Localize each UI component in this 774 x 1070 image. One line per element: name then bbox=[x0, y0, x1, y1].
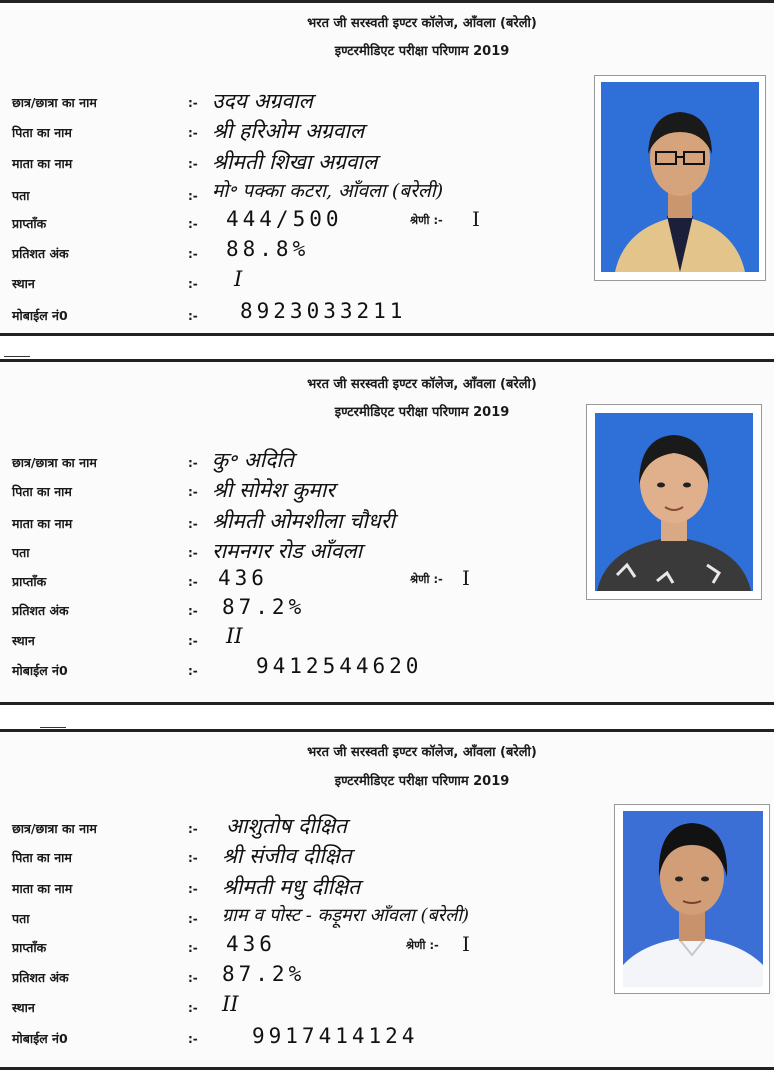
separator: :- bbox=[188, 189, 198, 203]
value-rank: II bbox=[222, 992, 239, 1016]
label-mobile: मोबाईल नं0 bbox=[12, 308, 68, 323]
result-card-2 bbox=[0, 359, 774, 705]
school-name: भरत जी सरस्वती इण्टर कॉलेज, आँवला (बरेली) bbox=[307, 16, 537, 31]
separator: :- bbox=[188, 96, 198, 110]
value-father-name: श्री हरिओम अग्रवाल bbox=[212, 119, 365, 143]
separator: :- bbox=[188, 309, 198, 323]
label-mother-name: माता का नाम bbox=[12, 516, 73, 531]
label-father-name: पिता का नाम bbox=[12, 850, 72, 865]
separator: :- bbox=[188, 546, 198, 560]
student-photo bbox=[614, 804, 770, 994]
label-rank: स्थान bbox=[12, 276, 35, 291]
value-marks: 444/500 bbox=[226, 207, 343, 231]
value-father-name: श्री सोमेश कुमार bbox=[212, 478, 335, 502]
grade-label: श्रेणी :- bbox=[406, 938, 439, 952]
value-percent: 88.8% bbox=[226, 237, 310, 261]
school-name: भरत जी सरस्वती इण्टर कॉलेज, आँवला (बरेली) bbox=[307, 377, 537, 392]
grade-value: I bbox=[472, 207, 480, 231]
value-student-name: आशुतोष दीक्षित bbox=[226, 814, 348, 838]
grade-label: श्रेणी :- bbox=[410, 572, 443, 586]
value-marks: 436 bbox=[226, 932, 276, 956]
label-father-name: पिता का नाम bbox=[12, 125, 72, 140]
label-student-name: छात्र/छात्रा का नाम bbox=[12, 455, 97, 470]
value-mobile: 9917414124 bbox=[252, 1024, 419, 1048]
label-percent: प्रतिशत अंक bbox=[12, 246, 69, 261]
label-marks: प्राप्ताँक bbox=[12, 940, 47, 955]
label-address: पता bbox=[12, 911, 30, 926]
value-rank: I bbox=[234, 267, 243, 291]
separator: :- bbox=[188, 217, 198, 231]
label-address: पता bbox=[12, 188, 30, 203]
grade-value: I bbox=[462, 566, 470, 590]
separator: :- bbox=[188, 604, 198, 618]
label-mother-name: माता का नाम bbox=[12, 881, 73, 896]
separator: :- bbox=[188, 126, 198, 140]
value-percent: 87.2% bbox=[222, 595, 306, 619]
value-address: मो॰ पक्का कटरा, आँवला (बरेली) bbox=[212, 180, 444, 202]
grade-label: श्रेणी :- bbox=[410, 213, 443, 227]
label-percent: प्रतिशत अंक bbox=[12, 970, 69, 985]
label-marks: प्राप्ताँक bbox=[12, 574, 47, 589]
grade-value: I bbox=[462, 932, 470, 956]
label-mobile: मोबाईल नं0 bbox=[12, 1031, 68, 1046]
separator: :- bbox=[188, 634, 198, 648]
separator: :- bbox=[188, 456, 198, 470]
school-name: भरत जी सरस्वती इण्टर कॉलेज, आँवला (बरेली) bbox=[307, 745, 537, 760]
label-rank: स्थान bbox=[12, 1000, 35, 1015]
value-address: ग्राम व पोस्ट - कड़ूमरा आँवला (बरेली) bbox=[222, 905, 470, 926]
result-card-3 bbox=[0, 729, 774, 1070]
separator: :- bbox=[188, 822, 198, 836]
value-mother-name: श्रीमती शिखा अग्रवाल bbox=[212, 150, 378, 174]
exam-title: इण्टरमीडिएट परीक्षा परिणाम 2019 bbox=[334, 774, 510, 789]
value-percent: 87.2% bbox=[222, 962, 306, 986]
student-photo bbox=[586, 404, 762, 600]
value-rank: II bbox=[226, 624, 243, 648]
separator: :- bbox=[188, 1032, 198, 1046]
separator: :- bbox=[188, 851, 198, 865]
separator: :- bbox=[188, 277, 198, 291]
separator: :- bbox=[188, 971, 198, 985]
separator: :- bbox=[188, 912, 198, 926]
value-mobile: 9412544620 bbox=[256, 654, 423, 678]
value-address: रामनगर रोड आँवला bbox=[212, 539, 363, 563]
separator: :- bbox=[188, 485, 198, 499]
label-marks: प्राप्ताँक bbox=[12, 216, 47, 231]
label-percent: प्रतिशत अंक bbox=[12, 603, 69, 618]
label-father-name: पिता का नाम bbox=[12, 484, 72, 499]
exam-title: इण्टरमीडिएट परीक्षा परिणाम 2019 bbox=[334, 44, 510, 59]
exam-title: इण्टरमीडिएट परीक्षा परिणाम 2019 bbox=[334, 405, 510, 420]
label-rank: स्थान bbox=[12, 633, 35, 648]
separator: :- bbox=[188, 1001, 198, 1015]
separator: :- bbox=[188, 575, 198, 589]
label-address: पता bbox=[12, 545, 30, 560]
separator: :- bbox=[188, 664, 198, 678]
separator: :- bbox=[188, 882, 198, 896]
value-mother-name: श्रीमती मधु दीक्षित bbox=[222, 875, 361, 899]
label-student-name: छात्र/छात्रा का नाम bbox=[12, 95, 97, 110]
label-mobile: मोबाईल नं0 bbox=[12, 663, 68, 678]
label-mother-name: माता का नाम bbox=[12, 156, 73, 171]
value-marks: 436 bbox=[218, 566, 268, 590]
label-student-name: छात्र/छात्रा का नाम bbox=[12, 821, 97, 836]
value-mobile: 8923033211 bbox=[240, 299, 407, 323]
result-card-1 bbox=[0, 0, 774, 336]
separator: :- bbox=[188, 157, 198, 171]
separator: :- bbox=[188, 941, 198, 955]
value-student-name: उदय अग्रवाल bbox=[212, 89, 313, 113]
value-student-name: कु॰ अदिति bbox=[212, 448, 294, 472]
student-photo bbox=[594, 75, 766, 281]
value-mother-name: श्रीमती ओमशीला चौधरी bbox=[212, 509, 395, 533]
separator: :- bbox=[188, 517, 198, 531]
value-father-name: श्री संजीव दीक्षित bbox=[222, 844, 352, 868]
separator: :- bbox=[188, 247, 198, 261]
